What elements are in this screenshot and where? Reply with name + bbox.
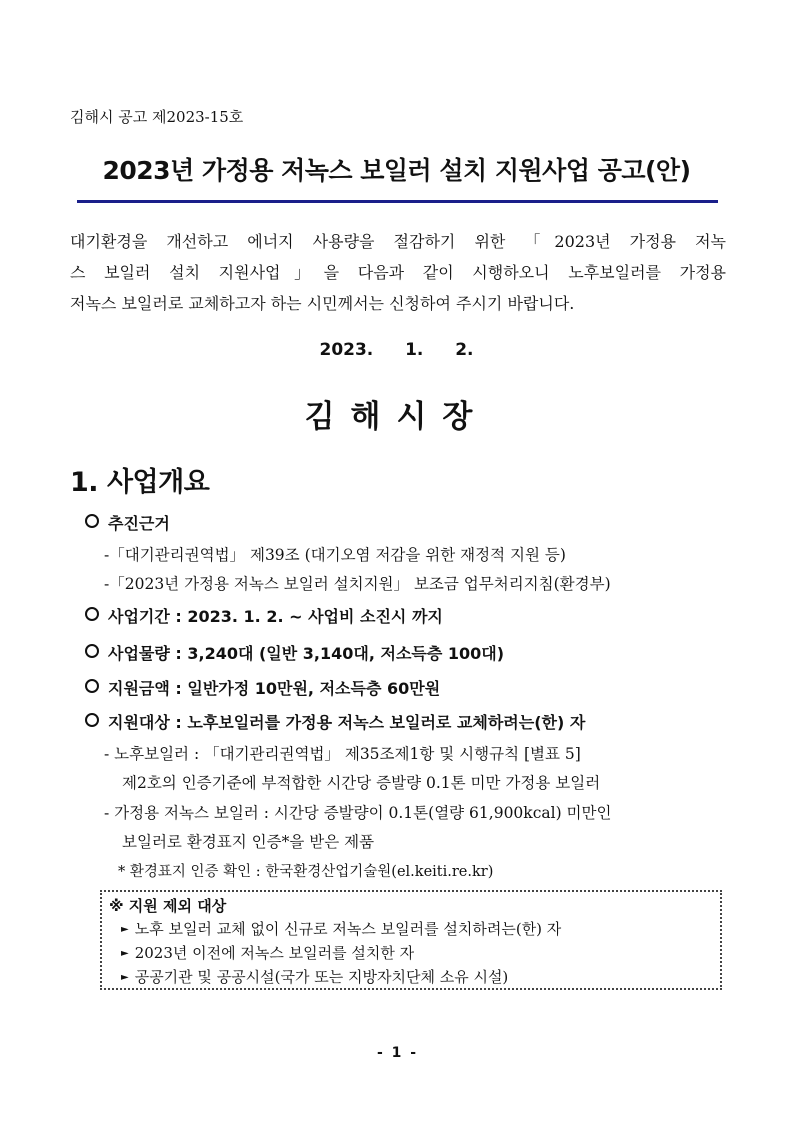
bullet-support-target: [85, 710, 585, 733]
circle-bullet-icon: [85, 679, 99, 693]
sub-item: -「2023년 가정용 저녹스 보일러 설치지원」 보조금 업무처리지침(환경부): [104, 575, 611, 593]
sub-item-continuation: 제2호의 인증기준에 부적합한 시간당 증발량 0.1톤 미만 가정용 보일러: [122, 774, 601, 792]
triangle-bullet-icon: ►: [121, 972, 129, 983]
sub-item: - 가정용 저녹스 보일러 : 시간당 증발량이 0.1톤(열량 61,900kcal) 미만인: [104, 804, 612, 822]
exclusion-item-text: 2023년 이전에 저녹스 보일러를 설치한 자: [134, 944, 415, 962]
announcement-date: 2023. 1. 2.: [319, 340, 474, 360]
exclusion-item: [121, 942, 414, 963]
footnote: * 환경표지 인증 확인 : 한국환경산업기술원(el.keiti.re.kr): [118, 864, 494, 880]
exclusion-item-text: 공공기관 및 공공시설(국가 또는 지방자치단체 소유 시설): [134, 968, 509, 986]
intro-line: 대기환경을 개선하고 에너지 사용량을 절감하기 위한 「2023년 가정용 저녹: [70, 232, 726, 251]
sub-item: -「대기관리권역법」 제39조 (대기오염 저감을 위한 재정적 지원 등): [104, 546, 566, 564]
notice-number: 김해시 공고 제2023-15호: [70, 108, 244, 126]
bullet-label: 지원대상 : 노후보일러를 가정용 저녹스 보일러로 교체하려는(한) 자: [108, 713, 586, 732]
exclusion-box-title: ※ 지원 제외 대상: [109, 897, 227, 915]
bullet-label: 사업물량 : 3,240대 (일반 3,140대, 저소득층 100대): [108, 644, 505, 663]
sub-item-continuation: 보일러로 환경표지 인증*을 받은 제품: [122, 833, 375, 851]
exclusion-item-text: 노후 보일러 교체 없이 신규로 저녹스 보일러를 설치하려는(한) 자: [134, 920, 562, 938]
section-heading: 1. 사업개요: [70, 467, 210, 498]
circle-bullet-icon: [85, 644, 99, 658]
bullet-label: 추진근거: [108, 514, 170, 533]
triangle-bullet-icon: ►: [121, 924, 129, 935]
page-number: - 1 -: [376, 1045, 417, 1061]
circle-bullet-icon: [85, 514, 99, 528]
bullet-label: 사업기간 : 2023. 1. 2. ~ 사업비 소진시 까지: [108, 607, 443, 626]
intro-line: 저녹스 보일러로 교체하고자 하는 시민께서는 신청하여 주시기 바랍니다.: [70, 294, 575, 313]
document-title: 2023년 가정용 저녹스 보일러 설치 지원사업 공고(안): [102, 156, 691, 185]
intro-paragraph: [70, 226, 726, 319]
exclusion-box: [100, 890, 722, 990]
bullet-legal-basis: [85, 511, 170, 534]
sub-item: - 노후보일러 : 「대기관리권역법」 제35조제1항 및 시행규칙 [별표 5]: [104, 745, 581, 763]
exclusion-item: [121, 966, 508, 987]
intro-line: 스 보일러 설치 지원사업」을 다음과 같이 시행하오니 노후보일러를 가정용: [70, 263, 726, 282]
circle-bullet-icon: [85, 607, 99, 621]
exclusion-item: [121, 918, 561, 939]
bullet-support-amount: [85, 676, 440, 699]
title-underline-divider: [77, 200, 718, 203]
triangle-bullet-icon: ►: [121, 948, 129, 959]
bullet-project-period: [85, 604, 443, 627]
issuer-name: 김해시장: [304, 399, 489, 435]
bullet-project-quantity: [85, 641, 504, 664]
circle-bullet-icon: [85, 713, 99, 727]
bullet-label: 지원금액 : 일반가정 10만원, 저소득층 60만원: [108, 679, 441, 698]
